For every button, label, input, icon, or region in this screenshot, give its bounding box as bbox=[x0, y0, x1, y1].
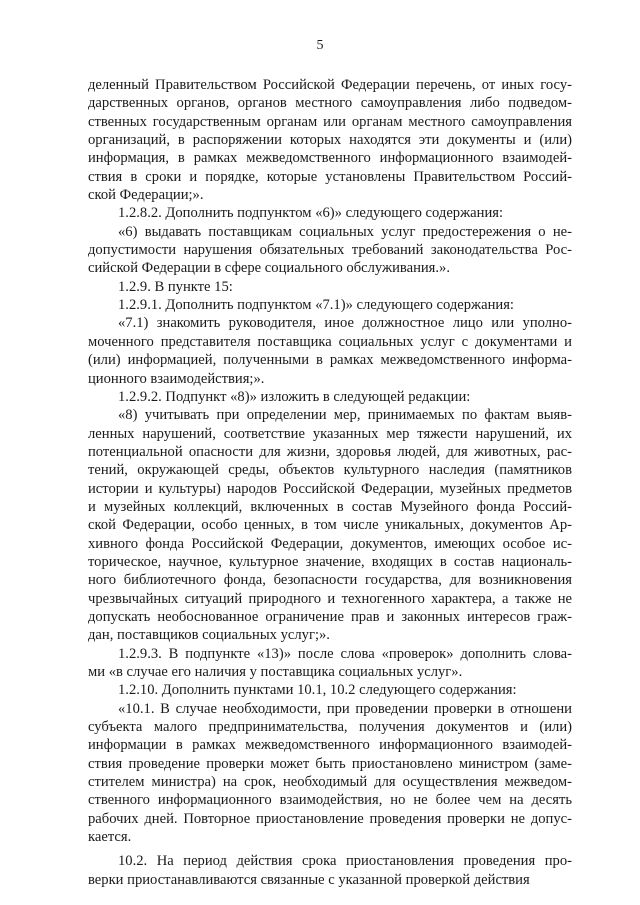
text-line: истории и культуры) народов Российской Федерации, музейных предметов bbox=[88, 480, 572, 497]
paragraph bbox=[88, 223, 572, 278]
text-line: допустимости нарушения обязательных требований законодательства Рос- bbox=[88, 242, 572, 259]
text-line: ного библиотечного фонда, безопасности государства, для возникновения bbox=[88, 572, 572, 589]
text-line: информации в рамках межведомственного информационного взаимодей- bbox=[88, 737, 572, 754]
text-line: дарственных органов, органов местного самоуправления либо подведом- bbox=[88, 95, 572, 112]
text-line: верки приостанавливаются связанные с указанной проверкой действия bbox=[88, 871, 530, 888]
paragraph bbox=[88, 681, 572, 699]
text-line: допускать необоснованное ограничение прав и законных интересов граж- bbox=[88, 608, 572, 625]
text-line: рабочих дней. Повторное приостановление проведения проверки не допус- bbox=[88, 810, 572, 827]
text-line: 1.2.8.2. Дополнить подпунктом «6)» следующего содержания: bbox=[118, 205, 504, 222]
text-line: дан, поставщиков социальных услуг;». bbox=[88, 627, 330, 644]
text-line: 1.2.9.3. В подпункте «13)» после слова «проверок» дополнить слова- bbox=[118, 645, 572, 662]
paragraph bbox=[88, 406, 572, 644]
text-line: 10.2. На период действия срока приостановления проведения про- bbox=[118, 853, 572, 870]
text-line: ленных нарушений, соответствие указанных мер тяжести нарушений, их bbox=[88, 425, 572, 442]
paragraph bbox=[88, 296, 572, 314]
text-line: кается. bbox=[88, 829, 132, 846]
text-line: организаций, в распоряжении которых находятся эти документы и (или) bbox=[88, 132, 572, 149]
text-line: хивного фонда Российской Федерации, документов, имеющих особое ис- bbox=[88, 535, 572, 552]
text-line: ствия в сроки и порядке, которые установлены Правительством Россий- bbox=[88, 168, 572, 185]
text-line: ционного взаимодействия;». bbox=[88, 370, 265, 387]
text-line: ственного информационного взаимодействия, но не более чем на десять bbox=[88, 792, 572, 809]
text-line: информация, в рамках межведомственного информационного взаимодей- bbox=[88, 150, 572, 167]
paragraph bbox=[88, 700, 572, 847]
text-line: «7.1) знакомить руководителя, иное должностное лицо или уполно- bbox=[118, 315, 572, 332]
paragraph bbox=[88, 204, 572, 222]
text-line: «8) учитывать при определении мер, принимаемых по фактам выяв- bbox=[118, 407, 572, 424]
paragraph bbox=[88, 388, 572, 406]
text-line: потенциальной опасности для жизни, здоровья людей, для животных, рас- bbox=[88, 443, 572, 460]
text-line: ствия проведение проверки может быть приостановлено министром (заме- bbox=[88, 755, 572, 772]
paragraph bbox=[88, 645, 572, 682]
paragraph bbox=[88, 76, 572, 204]
text-line: сийской Федерации в сфере социального обслуживания.». bbox=[88, 260, 450, 277]
text-line: чрезвычайных ситуаций природного и техногенного характера, а также не bbox=[88, 590, 572, 607]
text-line: ской Федерации;». bbox=[88, 187, 204, 204]
text-line: 1.2.9. В пункте 15: bbox=[118, 278, 233, 295]
text-line: «6) выдавать поставщикам социальных услуг предостережения о не- bbox=[118, 223, 572, 240]
text-line: ственных государственным органам или органам местного самоуправления bbox=[88, 113, 572, 130]
text-line: 1.2.9.2. Подпункт «8)» изложить в следующей редакции: bbox=[118, 388, 471, 405]
document-body bbox=[88, 76, 572, 889]
text-line: торическое, научное, культурное значение, входящих в состав националь- bbox=[88, 553, 572, 570]
paragraph bbox=[88, 314, 572, 387]
text-line: (или) информацией, полученными в рамках межведомственного информа- bbox=[88, 352, 572, 369]
text-line: субъекта малого предпринимательства, получения документов и (или) bbox=[88, 719, 572, 736]
text-line: «10.1. В случае необходимости, при проведении проверки в отношени bbox=[118, 700, 572, 717]
text-line: 1.2.9.1. Дополнить подпунктом «7.1)» следующего содержания: bbox=[118, 297, 514, 314]
paragraph bbox=[88, 278, 572, 296]
text-line: моченного представителя поставщика социальных услуг с документами и bbox=[88, 333, 572, 350]
text-line: стителем министра) на срок, необходимый для осуществления межведом- bbox=[88, 774, 572, 791]
paragraph bbox=[88, 852, 572, 889]
page-number: 5 bbox=[316, 38, 324, 53]
text-line: ми «в случае его наличия у поставщика социальных услуг». bbox=[88, 664, 463, 680]
text-line: деленный Правительством Российской Федерации перечень, от иных госу- bbox=[88, 77, 572, 93]
text-line: 1.2.10. Дополнить пунктами 10.1, 10.2 следующего содержания: bbox=[118, 682, 517, 699]
text-line: тений, окружающей среды, объектов культурного наследия (памятников bbox=[88, 462, 572, 479]
text-line: ской Федерации, особо ценных, в том числе уникальных, документов Ар- bbox=[88, 517, 572, 534]
text-line: и музейных коллекций, включенных в состав Музейного фонда Россий- bbox=[88, 498, 572, 515]
